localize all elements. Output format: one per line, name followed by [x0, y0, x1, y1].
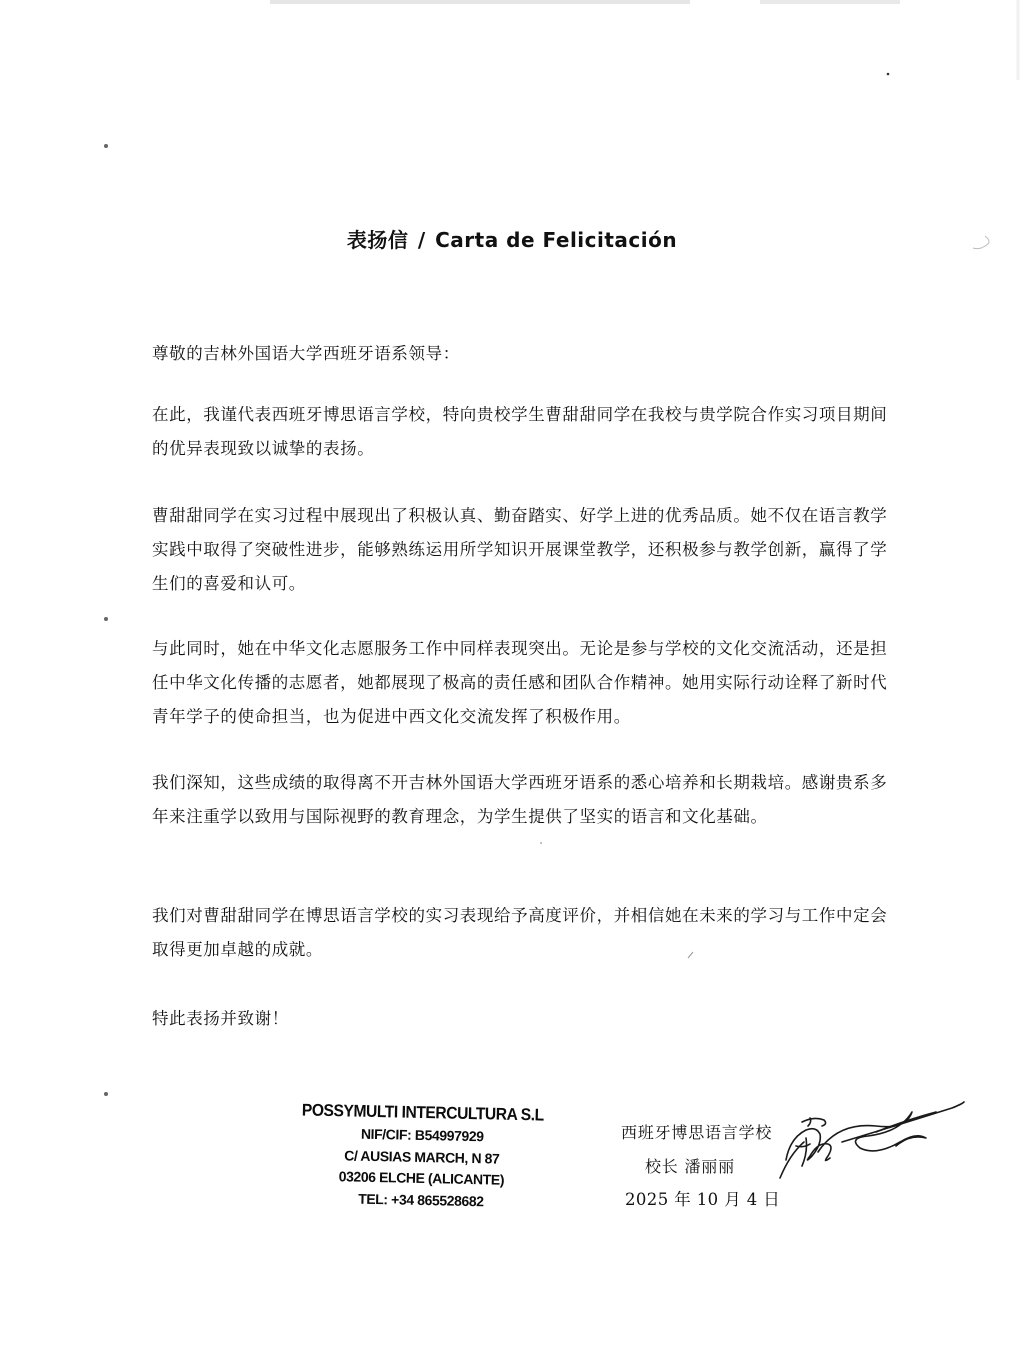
stamp-company-name: POSSYMULTI INTERCULTURA S.L: [301, 1100, 544, 1125]
title-spanish: Carta de Felicitación: [435, 228, 678, 252]
title-chinese: 表扬信: [346, 228, 409, 252]
stamp-city: 03206 ELCHE (ALICANTE): [338, 1168, 505, 1188]
stamp-address: C/ AUSIAS MARCH, N 87: [344, 1146, 500, 1167]
signer-principal: 校长 潘丽丽: [645, 1157, 735, 1176]
stamp-nif: NIF/CIF: B54997929: [360, 1125, 484, 1145]
signer-school: 西班牙博思语言学校: [621, 1123, 773, 1142]
letter-title: [0, 224, 1024, 253]
title-separator: /: [417, 228, 426, 252]
letter-paragraph-4: 我们深知，这些成绩的取得离不开吉林外国语大学西班牙语系的悉心培养和长期栽培。感谢贵系多年来注重学以致用与国际视野的教育理念，为学生提供了坚实的语言和文化基础。: [152, 773, 888, 826]
letter-greeting: 尊敬的吉林外国语大学西班牙语系领导：: [152, 344, 460, 363]
stamp-telephone: TEL: +34 865528682: [358, 1190, 484, 1209]
letter-paragraph-5: 我们对曹甜甜同学在博思语言学校的实习表现给予高度评价，并相信她在未来的学习与工作中定会取得更加卓越的成就。: [152, 906, 888, 959]
letter-closing: 特此表扬并致谢！: [152, 1009, 289, 1028]
signature-date: 2025 年 10 月 4 日: [625, 1190, 781, 1209]
letter-paragraph-3: 与此同时，她在中华文化志愿服务工作中同样表现突出。无论是参与学校的文化交流活动，还是担任中华文化传播的志愿者，她都展现了极高的责任感和团队合作精神。她用实际行动诠释了新时代青年学子的使命担当，也为促进中西文化交流发挥了积极作用。: [152, 639, 888, 726]
letter-paragraph-2: 曹甜甜同学在实习过程中展现出了积极认真、勤奋踏实、好学上进的优秀品质。她不仅在语言教学实践中取得了突破性进步，能够熟练运用所学知识开展课堂教学，还积极参与教学创新，赢得了学生们的喜爱和认可。: [152, 506, 888, 593]
company-stamp: [262, 1098, 582, 1215]
handwritten-signature: [758, 1092, 968, 1192]
letter-paragraph-1: 在此，我谨代表西班牙博思语言学校，特向贵校学生曹甜甜同学在我校与贵学院合作实习项目期间的优异表现致以诚挚的表扬。: [152, 405, 888, 458]
